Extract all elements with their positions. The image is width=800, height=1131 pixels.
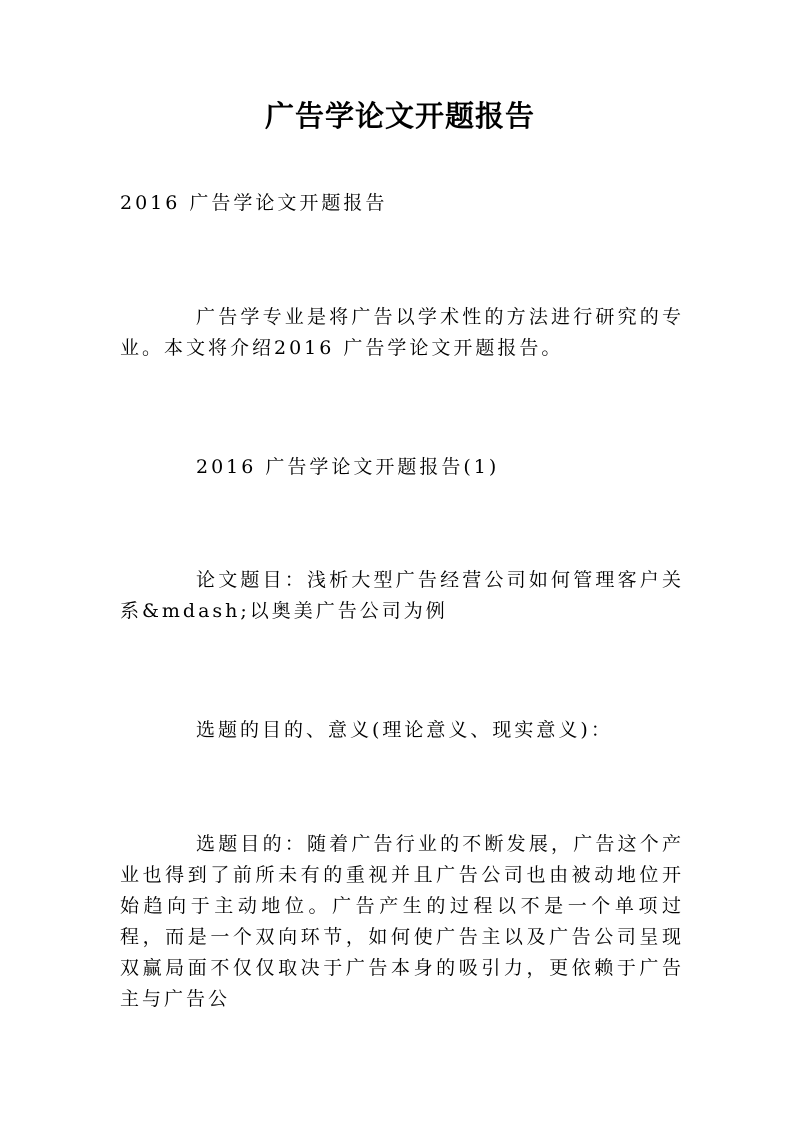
document-title: 广告学论文开题报告 (264, 99, 535, 133)
paragraph-thesis-topic: 论文题目：浅析大型广告经营公司如何管理客户关系&mdash;以奥美广告公司为例 (120, 569, 684, 622)
paragraph-subtitle: 2016 广告学论文开题报告 (120, 192, 388, 214)
paragraph-intro: 广告学专业是将广告以学术性的方法进行研究的专业。本文将介绍2016 广告学论文开题报告。 (120, 306, 684, 359)
paragraph-purpose-heading: 选题的目的、意义(理论意义、现实意义)： (196, 719, 613, 741)
paragraph-purpose-body: 选题目的：随着广告行业的不断发展，广告这个产业也得到了前所未有的重视并且广告公司也由被动地位开始趋向于主动地位。广告产生的过程以不是一个单项过程，而是一个双向环节，如何使广告主以及广告公司呈现双赢局面不仅仅取决于广告本身的吸引力，更依赖于广告主与广告公 (120, 833, 684, 1010)
paragraph-section-heading: 2016 广告学论文开题报告(1) (196, 456, 500, 478)
